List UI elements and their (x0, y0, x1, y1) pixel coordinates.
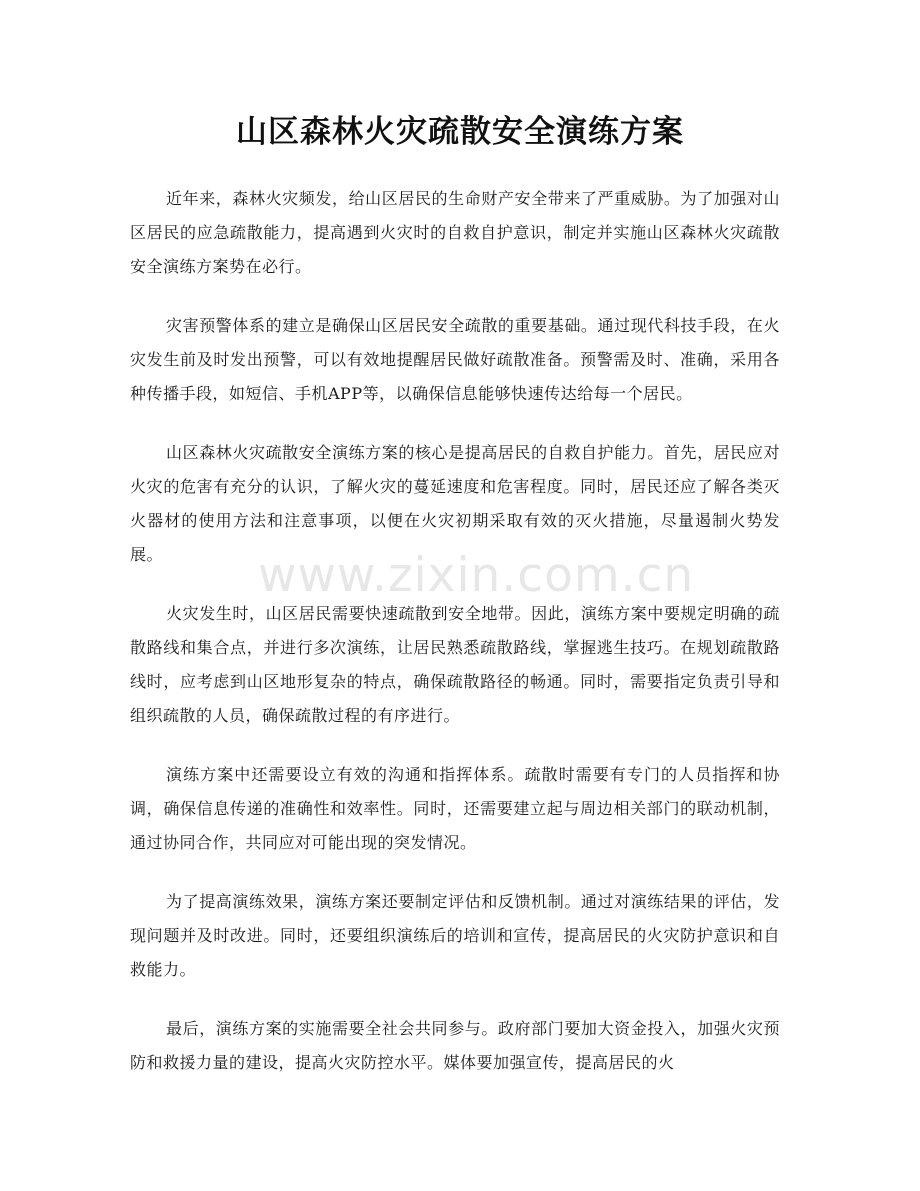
paragraph-2: 灾害预警体系的建立是确保山区居民安全疏散的重要基础。通过现代科技手段，在火灾发生前及时发出预警，可以有效地提醒居民做好疏散准备。预警需及时、准确，采用各种传播手段，如短信、手机APP等，以确保信息能够快速传达给每一个居民。 (130, 316, 780, 403)
watermark: www.zixin.com.cn (258, 548, 695, 603)
paragraph-5: 演练方案中还需要设立有效的沟通和指挥体系。疏散时需要有专门的人员指挥和协调，确保信息传递的准确性和效率性。同时，还需要建立起与周边相关部门的联动机制，通过协同合作，共同应对可能出现的突发情况。 (130, 765, 780, 852)
paragraph-7: 最后，演练方案的实施需要全社会共同参与。政府部门要加大资金投入，加强火灾预防和救援力量的建设，提高火灾防控水平。媒体要加强宣传，提高居民的火 (130, 1019, 780, 1072)
paragraph-4: 火灾发生时，山区居民需要快速疏散到安全地带。因此，演练方案中要规定明确的疏散路线和集合点，并进行多次演练，让居民熟悉疏散路线，掌握逃生技巧。在规划疏散路线时，应考虑到山区地形复杂的特点，确保疏散路径的畅通。同时，需要指定负责引导和组织疏散的人员，确保疏散过程的有序进行。 (130, 604, 780, 725)
document-body (130, 182, 780, 1105)
document-title: 山区森林火灾疏散安全演练方案 (236, 114, 684, 150)
paragraph-3: 山区森林火灾疏散安全演练方案的核心是提高居民的自救自护能力。首先，居民应对火灾的危害有充分的认识，了解火灾的蔓延速度和危害程度。同时，居民还应了解各类灭火器材的使用方法和注意事项，以便在火灾初期采取有效的灭火措施，尽量遏制火势发展。 (130, 443, 780, 564)
paragraph-6: 为了提高演练效果，演练方案还要制定评估和反馈机制。通过对演练结果的评估，发现问题并及时改进。同时，还要组织演练后的培训和宣传，提高居民的火灾防护意识和自救能力。 (130, 892, 780, 979)
paragraph-1: 近年来，森林火灾频发，给山区居民的生命财产安全带来了严重威胁。为了加强对山区居民的应急疏散能力，提高遇到火灾时的自救自护意识，制定并实施山区森林火灾疏散安全演练方案势在必行。 (130, 189, 780, 276)
